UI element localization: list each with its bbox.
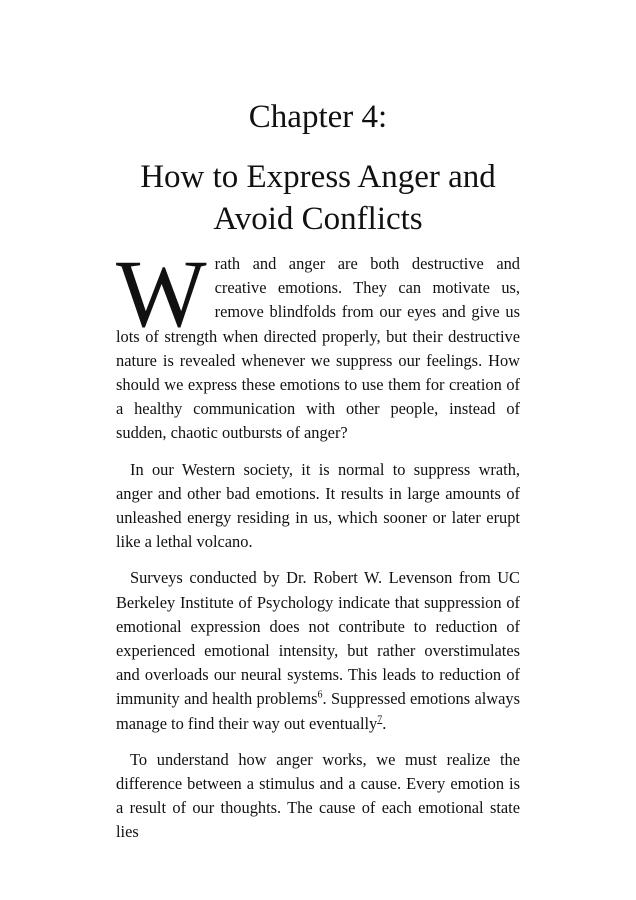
chapter-title-line-2: Avoid Conflicts	[213, 201, 423, 237]
chapter-number: Chapter 4:	[248, 99, 388, 135]
paragraph-3-text-b: . Suppressed emotions always manage to find their way out eventually	[116, 689, 520, 733]
paragraph-3	[116, 566, 520, 735]
chapter-body	[116, 240, 520, 857]
footnote-ref-6[interactable]: 6	[317, 689, 323, 701]
paragraph-3-text-a: Surveys conducted by Dr. Robert W. Levenson from UC Berkeley Institute of Psychology indicate that suppression of emotional expression does not contribute to reduction of experienced emotional intensity, but rather overstimulates and overloads our neural systems. This leads to reduction of immunity and health problems	[116, 568, 520, 709]
paragraph-3-text-c: .	[382, 713, 387, 733]
paragraph-4: To understand how anger works, we must realize the difference between a stimulus and a cause. Every emotion is a result of our thoughts. The cause of each emotional state lies	[116, 749, 520, 842]
paragraph-1-text: rath and anger are both destructive and creative emotions. They can motivate us, remove blindfolds from our eyes and give us lots of strength when directed properly, but their destructive nature is revealed whenever we suppress our feelings. How should we express these emotions to use them for creation of a healthy communication with other people, instead of sudden, chaotic outbursts of anger?	[116, 254, 520, 443]
paragraph-2: In our Western society, it is normal to suppress wrath, anger and other bad emotions. It results in large amounts of unleashed energy residing in us, which sooner or later erupt like a lethal volcano.	[116, 459, 520, 552]
chapter-title-line-1: How to Express Anger and	[140, 159, 496, 195]
footnote-ref-7[interactable]: 7	[377, 714, 383, 726]
chapter-title	[0, 156, 636, 240]
drop-cap-letter: W	[116, 240, 207, 347]
paragraph-1	[116, 240, 520, 446]
